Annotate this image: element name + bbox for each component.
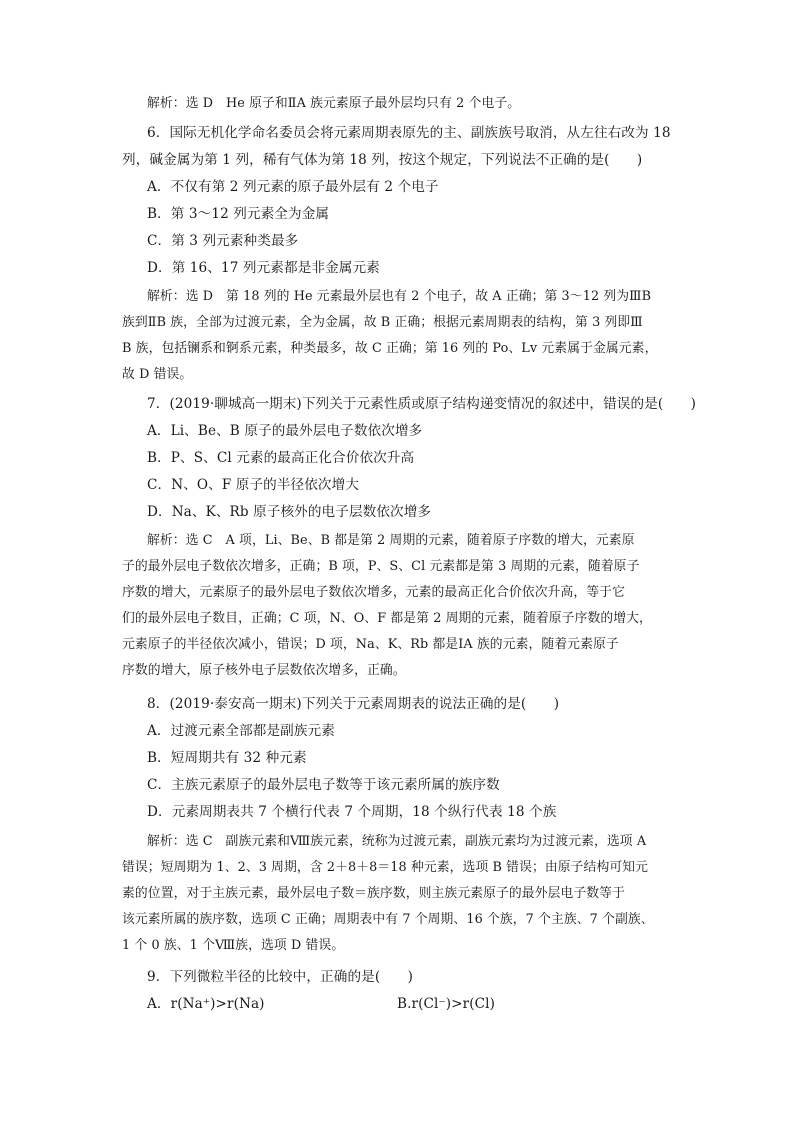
question-6-option-d: D．第 16、17 列元素都是非金属元素 [147,260,380,276]
question-8-option-a: A．过渡元素全部都是副族元素 [147,723,335,739]
question-8-option-d: D．元素周期表共 7 个横行代表 7 个周期，18 个纵行代表 18 个族 [147,804,557,820]
question-7-option-c: C．N、O、F 原子的半径依次增大 [147,477,360,493]
answer-8-explanation-cont: 该元素所属的族序数，选项 C 正确；周期表中有 7 个周期、16 个族，7 个主族、7 个副族、 [122,912,654,927]
answer-6-explanation-cont: 族到ⅡB 族，全部为过渡元素，全为金属，故 B 正确；根据元素周期表的结构，第 3 列即Ⅲ [122,315,643,330]
question-6-option-b: B．第 3～12 列元素全为金属 [147,206,330,222]
answer-8-explanation-cont: 错误；短周期为 1、2、3 周期，含 2＋8＋8＝18 种元素，选项 B 错误；由原子结构可知元 [122,860,649,875]
answer-5-explanation: 解析：选 D He 原子和ⅡA 族元素原子最外层均只有 2 个电子。 [147,96,521,111]
answer-6-explanation: 解析：选 D 第 18 列的 He 元素最外层也有 2 个电子，故 A 正确；第 3～12 列为ⅢB [147,289,652,304]
answer-8-explanation-cont: 素的位置，对于主族元素，最外层电子数＝族序数，则主族元素原子的最外层电子数等于 [122,886,625,901]
question-8-option-c: C．主族元素原子的最外层电子数等于该元素所属的族序数 [147,777,500,793]
question-6-option-a: A．不仅有第 2 列元素的原子最外层有 2 个电子 [147,179,439,195]
question-6-option-c: C．第 3 列元素种类最多 [147,233,299,249]
answer-7-explanation-cont: 们的最外层电子数目，正确；C 项，N、O、F 都是第 2 周期的元素，随着原子序数的增大， [122,611,652,626]
question-7-option-d: D．Na、K、Rb 原子核外的电子层数依次增多 [147,504,432,520]
answer-7-explanation-cont: 序数的增大，元素原子的最外层电子数依次增多，元素的最高正化合价依次升高，等于它 [122,585,625,600]
answer-8-explanation-cont: 1 个 0 族、1 个Ⅷ族，选项 D 错误。 [122,938,345,953]
answer-7-explanation-cont: 元素原子的半径依次减小，错误；D 项，Na、K、Rb 都是ⅠA 族的元素，随着元素原子 [122,637,619,652]
question-7-option-b: B．P、S、Cl 元素的最高正化合价依次升高 [147,450,415,466]
answer-6-explanation-cont: 故 D 错误。 [122,367,193,382]
question-9-stem: 9．下列微粒半径的比较中，正确的是( ) [147,969,414,985]
answer-7-explanation: 解析：选 C A 项，Li、Be、B 都是第 2 周期的元素，随着原子序数的增大，元素原 [147,533,635,548]
answer-7-explanation-cont: 序数的增大，原子核外电子层数依次增多，正确。 [122,663,406,678]
question-9-option-a: A．r(Na⁺)>r(Na) [147,996,265,1012]
question-8-stem: 8．(2019·泰安高一期末)下列关于元素周期表的说法正确的是( ) [147,696,560,712]
question-7-option-a: A．Li、Be、B 原子的最外层电子数依次增多 [147,423,423,439]
question-7-stem: 7．(2019·聊城高一期末)下列关于元素性质或原子结构递变情况的叙述中，错误的是( ) [147,396,697,412]
question-6-stem: 6．国际无机化学命名委员会将元素周期表原先的主、副族族号取消，从左往右改为 18 [147,125,671,141]
answer-6-explanation-cont: B 族，包括镧系和锕系元素，种类最多，故 C 正确；第 16 列的 Po、Lv 元素属于金属元素， [122,341,658,356]
answer-8-explanation: 解析：选 C 副族元素和Ⅷ族元素，统称为过渡元素，副族元素均为过渡元素，选项 A [147,834,647,849]
question-9-option-b: B.r(Cl⁻)>r(Cl) [397,996,495,1012]
question-8-option-b: B．短周期共有 32 种元素 [147,750,307,766]
question-6-stem-cont: 列，碱金属为第 1 列，稀有气体为第 18 列，按这个规定，下列说法不正确的是( ) [122,152,643,168]
answer-7-explanation-cont: 子的最外层电子数依次增多，正确；B 项，P、S、Cl 元素都是第 3 周期的元素，随着原子 [122,559,640,574]
